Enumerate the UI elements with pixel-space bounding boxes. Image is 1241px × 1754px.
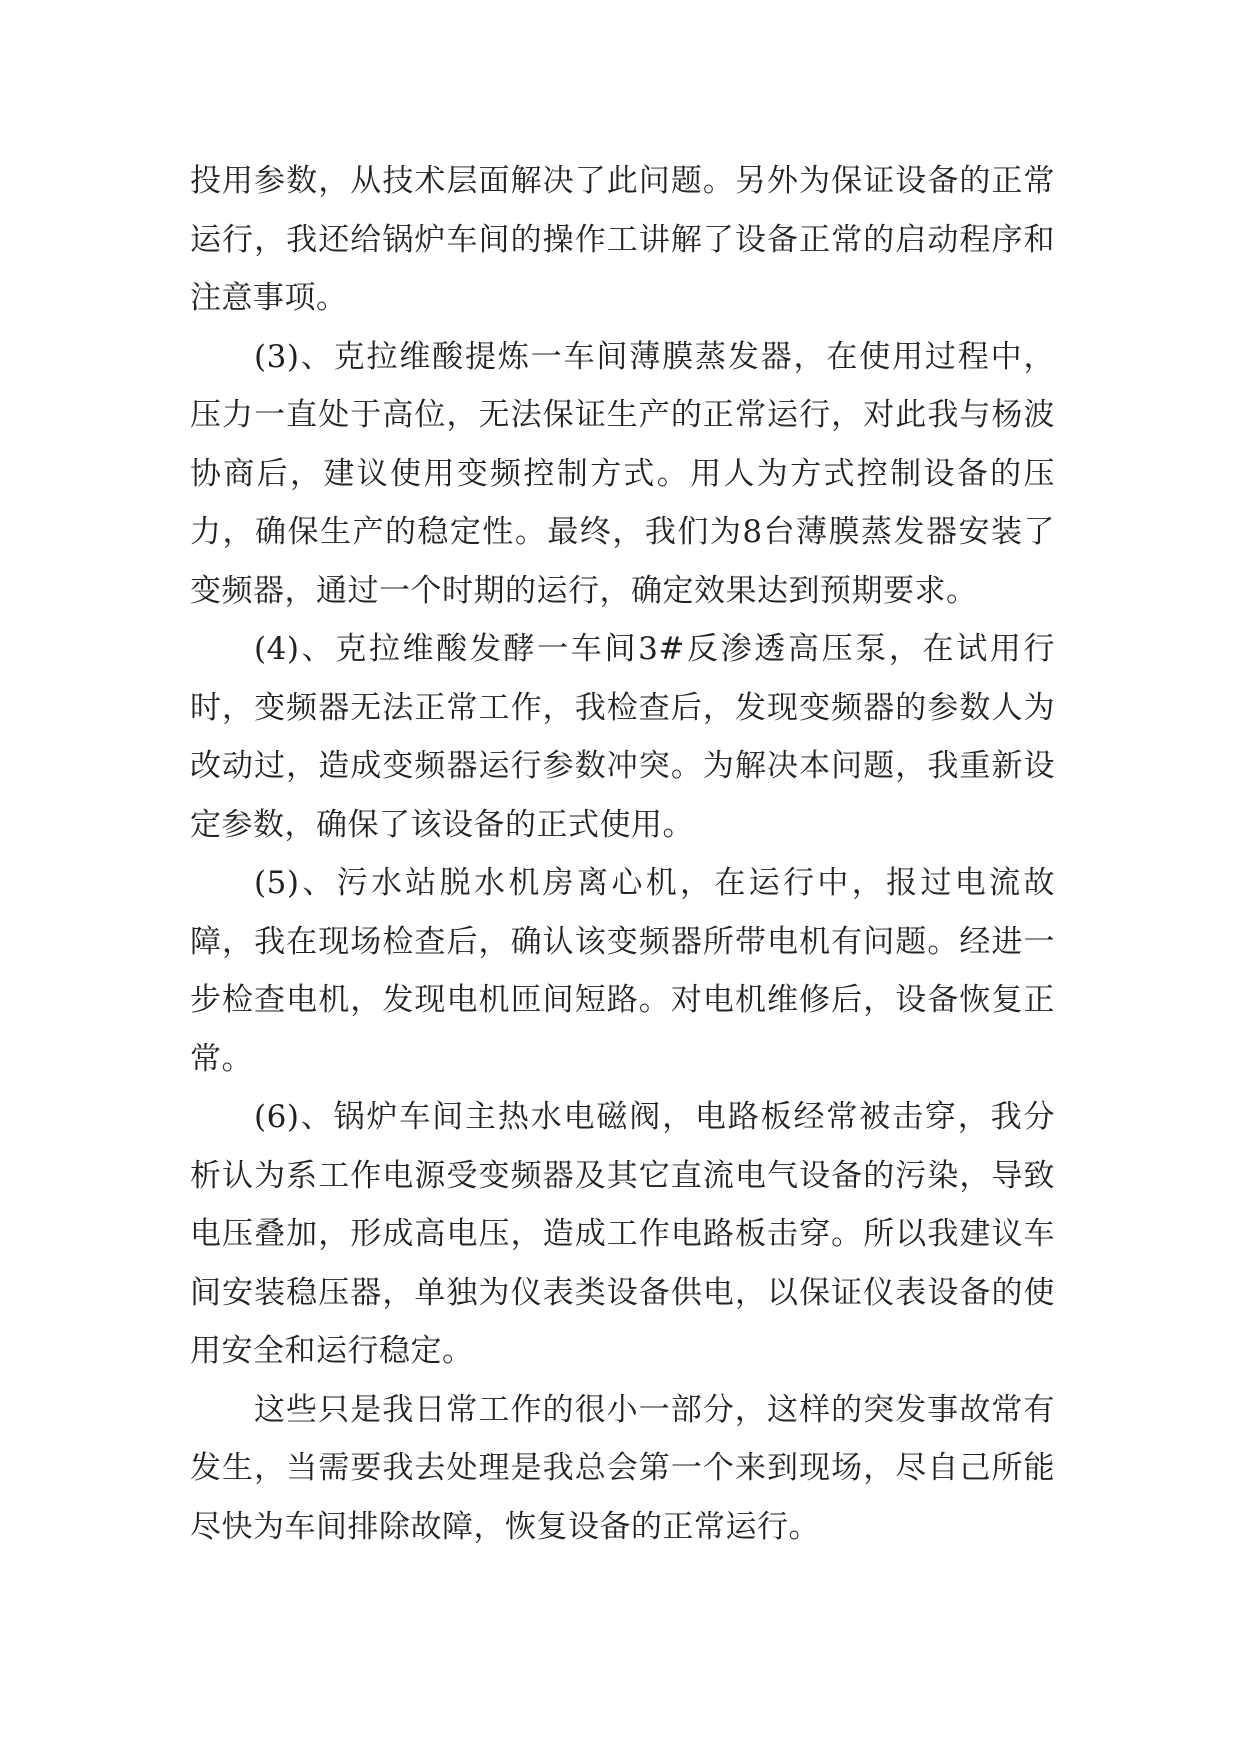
paragraph-item-3: (3)、克拉维酸提炼一车间薄膜蒸发器，在使用过程中，压力一直处于高位，无法保证生产的正常运行，对此我与杨波协商后，建议使用变频控制方式。用人为方式控制设备的压力，确保生产的稳定性。最终，我们为8台薄膜蒸发器安装了变频器，通过一个时期的运行，确定效果达到预期要求。 <box>190 338 1055 609</box>
paragraph-summary: 这些只是我日常工作的很小一部分，这样的突发事故常有发生，当需要我去处理是我总会第一个来到现场，尽自己所能尽快为车间排除故障，恢复设备的正常运行。 <box>190 1391 1055 1545</box>
paragraph-item-4: (4)、克拉维酸发酵一车间3#反渗透高压泵，在试用行时，变频器无法正常工作，我检查后，发现变频器的参数人为改动过，造成变频器运行参数冲突。为解决本问题，我重新设定参数，确保了该设备的正式使用。 <box>190 631 1055 843</box>
paragraph-item-6: (6)、锅炉车间主热水电磁阀，电路板经常被击穿，我分析认为系工作电源受变频器及其它直流电气设备的污染，导致电压叠加，形成高电压，造成工作电路板击穿。所以我建议车间安装稳压器，单独为仪表类设备供电，以保证仪表设备的使用安全和运行稳定。 <box>190 1099 1055 1369</box>
paragraph-continuation: 投用参数，从技术层面解决了此问题。另外为保证设备的正常运行，我还给锅炉车间的操作工讲解了设备正常的启动程序和注意事项。 <box>190 163 1055 316</box>
document-body <box>190 152 1055 1556</box>
paragraph-item-5: (5)、污水站脱水机房离心机，在运行中，报过电流故障，我在现场检查后，确认该变频器所带电机有问题。经进一步检查电机，发现电机匝间短路。对电机维修后，设备恢复正常。 <box>190 865 1055 1077</box>
